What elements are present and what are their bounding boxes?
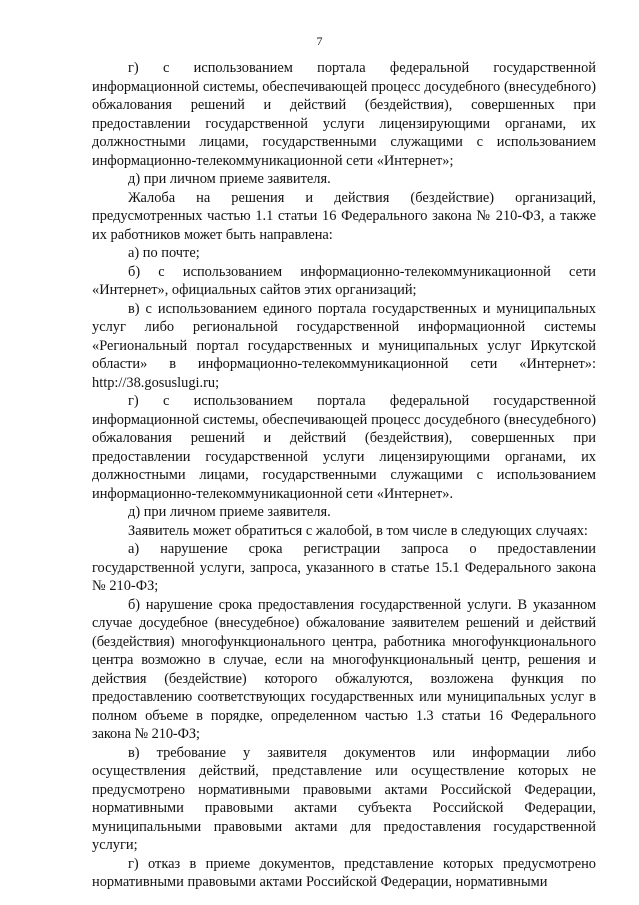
paragraph-d-personal-reception-2: д) при личном приеме заявителя. <box>128 504 331 520</box>
paragraph-a-by-mail: а) по почте; <box>128 245 200 261</box>
paragraph-b-provision-violation: б) нарушение срока предоставления государственной услуги. В указанном случае досудебное (внесудебное) обжалование заявителем решений и действий (бездействия) многофункционального центра, работника многофункционального центра возможно в случае, если на многофункциональный центр, решения и действия (бездействие) которого обжалуются, возложена функция по предоставлению соответствующих государственных или муниципальных услуг в полном объеме в порядке, определенном частью 1.3 статьи 16 Федерального закона № 210-ФЗ; <box>92 596 596 742</box>
paragraph-v-document-requirement: в) требование у заявителя документов или информации либо осуществления действий, представление или осуществление которых не предусмотрено нормативными правовыми актами Российской Федерации, нормативными правовыми актами субъекта Российской Федерации, муниципальными правовыми актами для предоставления государственной услуги; <box>92 744 596 853</box>
paragraph-b-internet-sites: б) с использованием информационно-телекоммуникационной сети «Интернет», официальных сайтов этих организаций; <box>92 263 596 298</box>
paragraph-g-portal-federal-2: г) с использованием портала федеральной государственной информационной системы, обеспечивающей процесс досудебного (внесудебного) обжалования решений и действий (бездействия), совершенных при предоставлении государственной услуги лицензирующими органами, их должностными лицами, государственными служащими с использованием информационно-телекоммуникационной сети «Интернет». <box>92 393 596 502</box>
paragraph-v-unified-portal: в) с использованием единого портала государственных и муниципальных услуг либо региональной государственной информационной системы «Региональный портал государственных и муниципальных услуг Иркутской области» в информационно-телекоммуникационной сети «Интернет»: http://38.gosuslugi.ru; <box>92 300 596 391</box>
paragraph-d-personal-reception: д) при личном приеме заявителя. <box>128 171 331 187</box>
paragraph-g-portal-federal: г) с использованием портала федеральной государственной информационной системы, обеспечивающей процесс досудебного (внесудебного) обжалования решений и действий (бездействия), совершенных при предоставлении государственной услуги лицензирующими органами, их должностными лицами, государственными служащими с использованием информационно-телекоммуникационной сети «Интернет»; <box>92 60 596 169</box>
page-number: 7 <box>316 34 323 48</box>
paragraph-complaint-organizations: Жалоба на решения и действия (бездействие) организаций, предусмотренных частью 1.1 статьи 16 Федерального закона № 210-ФЗ, а также их работников может быть направлена: <box>92 189 596 243</box>
document-body <box>92 59 596 892</box>
paragraph-a-registration-violation: а) нарушение срока регистрации запроса о предоставлении государственной услуги, запроса, указанного в статье 15.1 Федерального закона № 210-ФЗ; <box>92 541 596 594</box>
paragraph-g-refusal-documents: г) отказ в приеме документов, представление которых предусмотрено нормативными правовыми актами Российской Федерации, нормативными <box>92 855 596 890</box>
paragraph-applicant-cases: Заявитель может обратиться с жалобой, в том числе в следующих случаях: <box>128 522 588 539</box>
